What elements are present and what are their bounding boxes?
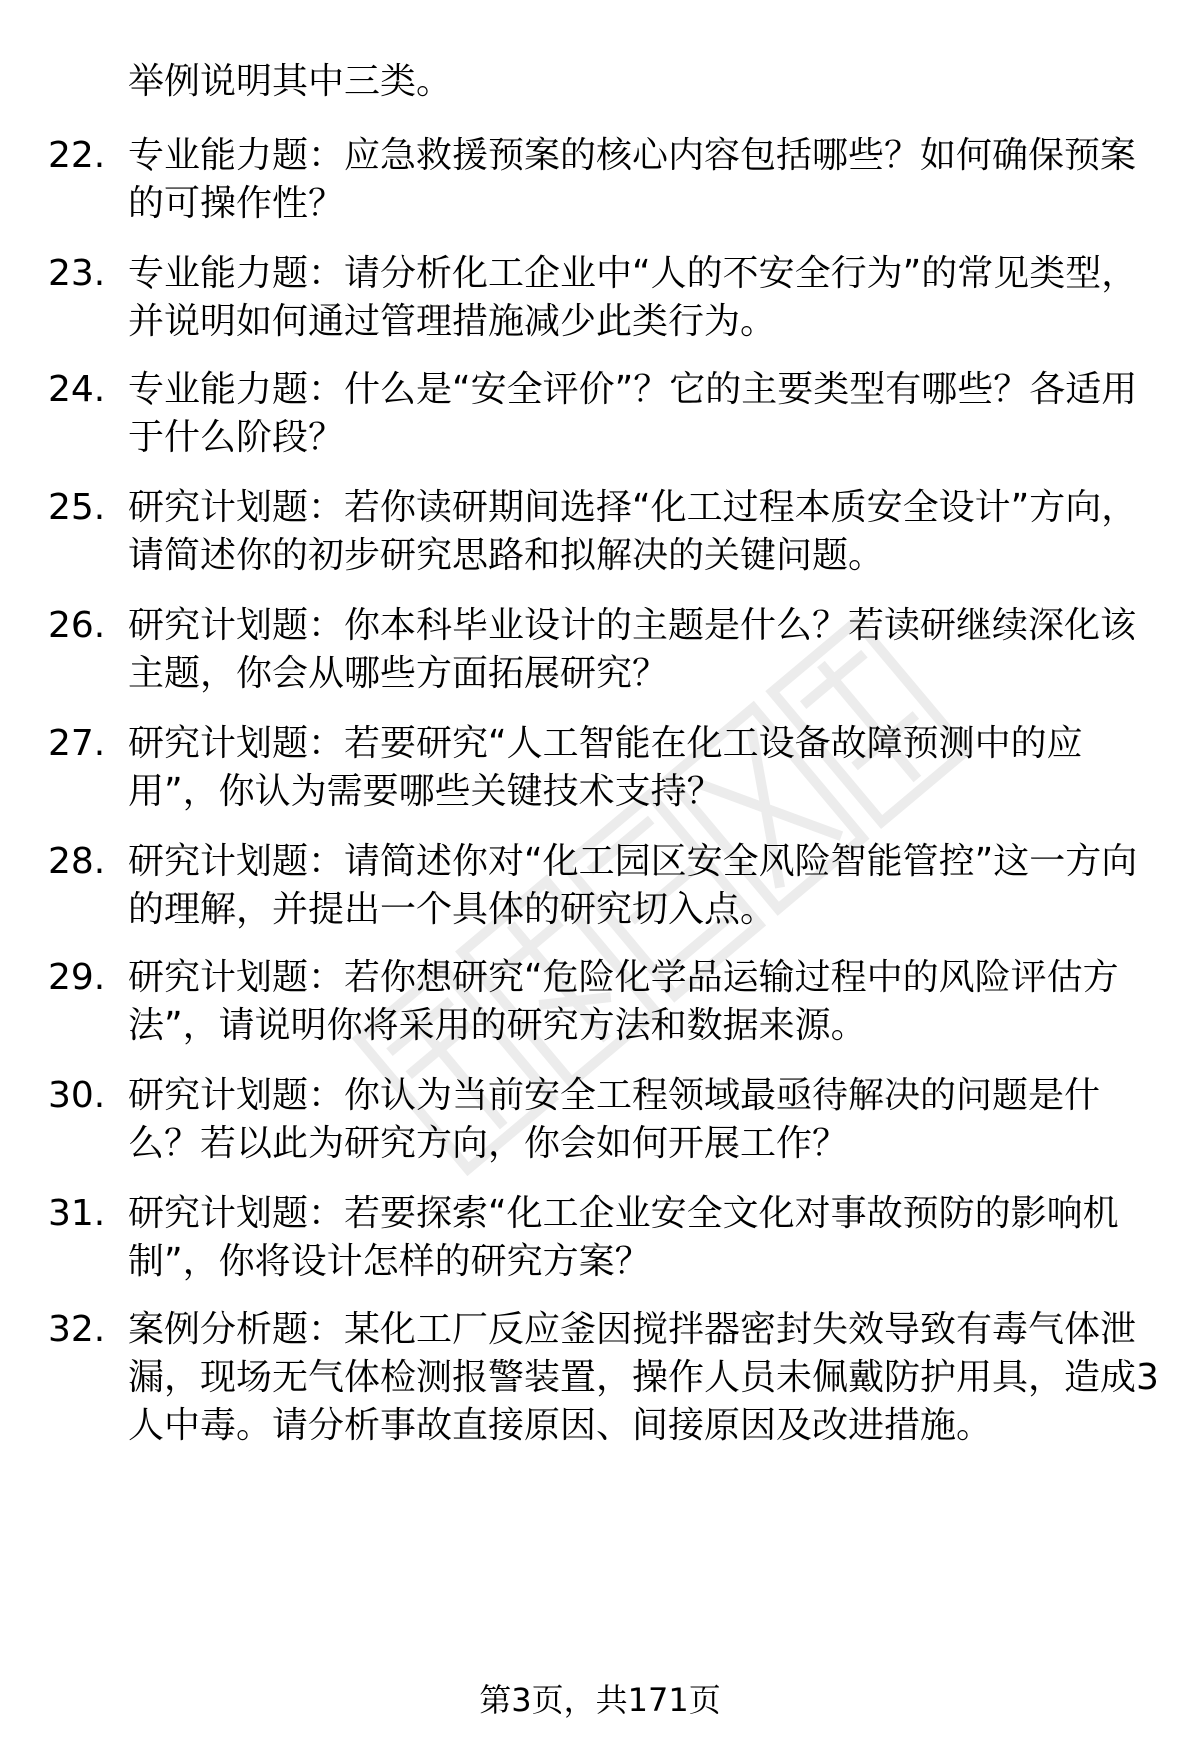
question-text: 专业能力题：请分析化工企业中“人的不安全行为”的常见类型，并说明如何通过管理措施减少此类行为。: [128, 253, 1138, 342]
question-text: 专业能力题：什么是“安全评价”？它的主要类型有哪些？各适用于什么阶段？: [128, 369, 1138, 458]
question-text: 研究计划题：若你想研究“危险化学品运输过程中的风险评估方法”，请说明你将采用的研究方法和数据来源。: [128, 957, 1119, 1046]
question-item: [48, 954, 1168, 1050]
question-text: 案例分析题：某化工厂反应釜因搅拌器密封失效导致有毒气体泄漏，现场无气体检测报警装置，操作人员未佩戴防护用具，造成3人中毒。请分析事故直接原因、间接原因及改进措施。: [128, 1309, 1159, 1446]
question-number: 25.: [48, 487, 106, 528]
question-number: 32.: [48, 1309, 106, 1350]
question-continuation: 举例说明其中三类。: [128, 61, 453, 102]
question-text: 研究计划题：你认为当前安全工程领域最亟待解决的问题是什么？若以此为研究方向，你会如何开展工作？: [128, 1075, 1101, 1164]
question-text: 专业能力题：应急救援预案的核心内容包括哪些？如何确保预案的可操作性？: [128, 135, 1137, 224]
question-number: 28.: [48, 841, 106, 882]
question-text: 研究计划题：若要探索“化工企业安全文化对事故预防的影响机制”，你将设计怎样的研究方案？: [128, 1193, 1119, 1282]
question-number: 31.: [48, 1193, 106, 1234]
question-item: [48, 484, 1168, 580]
question-number: 24.: [48, 369, 106, 410]
question-number: 22.: [48, 135, 106, 176]
question-item: [48, 838, 1168, 934]
question-item: [48, 1306, 1168, 1450]
question-number: 29.: [48, 957, 106, 998]
question-item: [48, 1190, 1168, 1286]
question-item: [48, 366, 1168, 462]
question-number: 27.: [48, 723, 106, 764]
page-number-footer: 第3页，共171页: [479, 1681, 721, 1719]
question-text: 研究计划题：若要研究“人工智能在化工设备故障预测中的应用”，你认为需要哪些关键技术支持？: [128, 723, 1083, 812]
question-item: [48, 720, 1168, 816]
question-number: 30.: [48, 1075, 106, 1116]
question-text: 研究计划题：你本科毕业设计的主题是什么？若读研继续深化该主题，你会从哪些方面拓展研究？: [128, 605, 1137, 694]
question-item: [48, 602, 1168, 698]
question-text: 研究计划题：若你读研期间选择“化工过程本质安全设计”方向，请简述你的初步研究思路和拟解决的关键问题。: [128, 487, 1138, 576]
question-number: 26.: [48, 605, 106, 646]
question-text: 研究计划题：请简述你对“化工园区安全风险智能管控”这一方向的理解，并提出一个具体的研究切入点。: [128, 841, 1138, 930]
question-item: [48, 250, 1168, 346]
question-number: 23.: [48, 253, 106, 294]
question-item: [48, 1072, 1168, 1168]
question-item: [48, 132, 1168, 228]
